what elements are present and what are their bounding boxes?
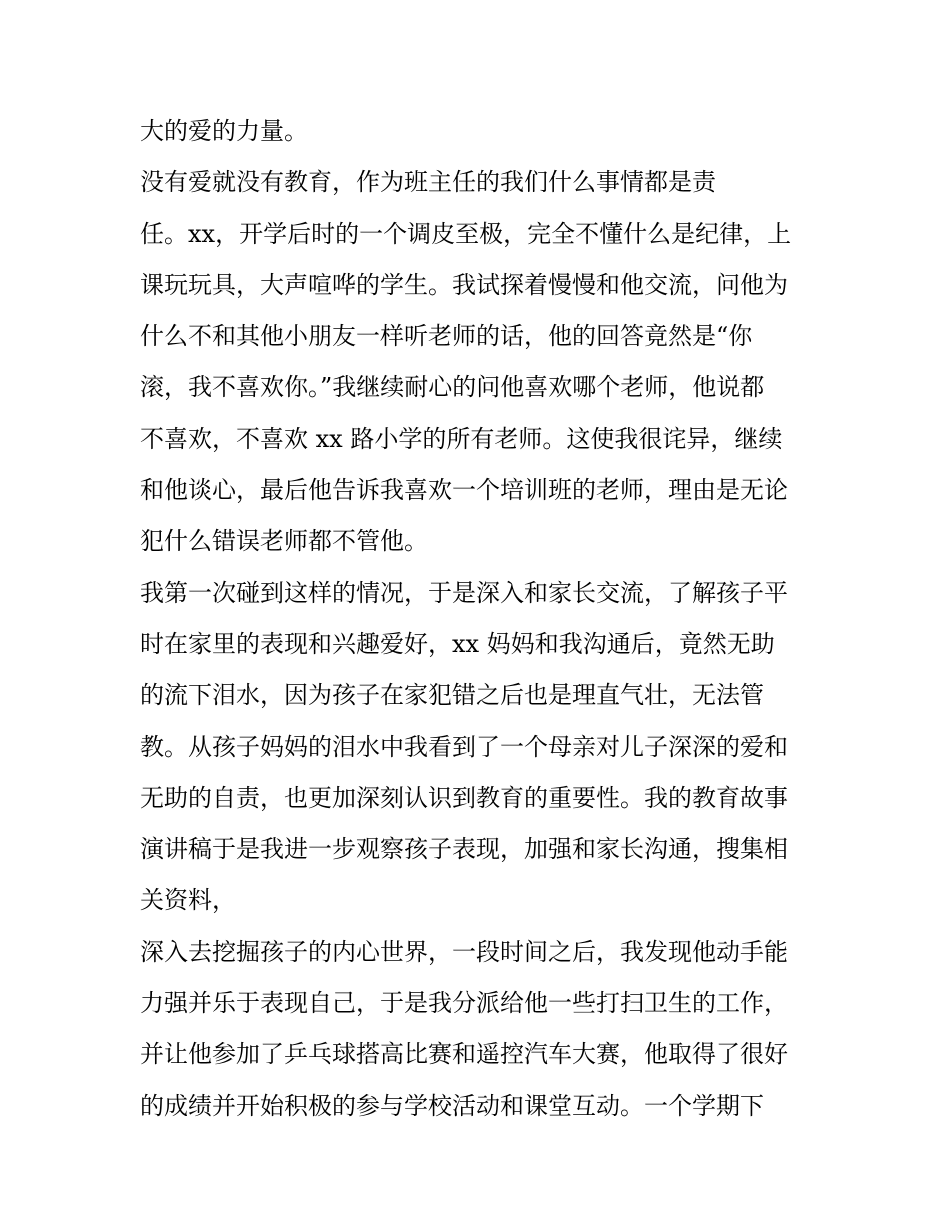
text-line: 教。从孩子妈妈的泪水中我看到了一个母亲对儿子深深的爱和	[140, 732, 788, 761]
text-line: 和他谈心，最后他告诉我喜欢一个培训班的老师，理由是无论	[140, 476, 788, 505]
text-line: 大的爱的力量。	[140, 117, 308, 145]
text-line: 的成绩并开始积极的参与学校活动和课堂互动。一个学期下	[140, 1091, 764, 1120]
text-line: 并让他参加了乒乓球搭高比赛和遥控汽车大赛，他取得了很好	[140, 1040, 788, 1069]
text-line: 不喜欢，不喜欢 xx 路小学的所有老师。这使我很诧异，继续	[140, 424, 783, 453]
text-line: 我第一次碰到这样的情况，于是深入和家长交流，了解孩子平	[140, 578, 788, 607]
text-line: 任。xx，开学后时的一个调皮至极，完全不懂什么是纪律，上	[140, 219, 792, 248]
text-line: 课玩玩具，大声喧哗的学生。我试探着慢慢和他交流，问他为	[140, 270, 788, 299]
text-line: 没有爱就没有教育，作为班主任的我们什么事情都是责	[140, 168, 716, 197]
text-line: 时在家里的表现和兴趣爱好，xx 妈妈和我沟通后，竟然无助	[140, 629, 775, 658]
document-body	[140, 106, 820, 1132]
text-line: 深入去挖掘孩子的内心世界，一段时间之后，我发现他动手能	[140, 937, 788, 966]
text-line: 的流下泪水，因为孩子在家犯错之后也是理直气壮，无法管	[140, 681, 764, 710]
text-line: 演讲稿于是我进一步观察孩子表现，加强和家长沟通，搜集相	[140, 835, 788, 864]
text-line: 滚，我不喜欢你。”我继续耐心的问他喜欢哪个老师，他说都	[140, 373, 765, 402]
text-line: 关资料，	[140, 886, 236, 915]
text-line: 犯什么错误老师都不管他。	[140, 527, 428, 556]
text-line: 无助的自责，也更加深刻认识到教育的重要性。我的教育故事	[140, 783, 788, 812]
text-line: 力强并乐于表现自己，于是我分派给他一些打扫卫生的工作，	[140, 989, 788, 1018]
text-line: 什么不和其他小朋友一样听老师的话，他的回答竟然是“你	[140, 322, 753, 351]
